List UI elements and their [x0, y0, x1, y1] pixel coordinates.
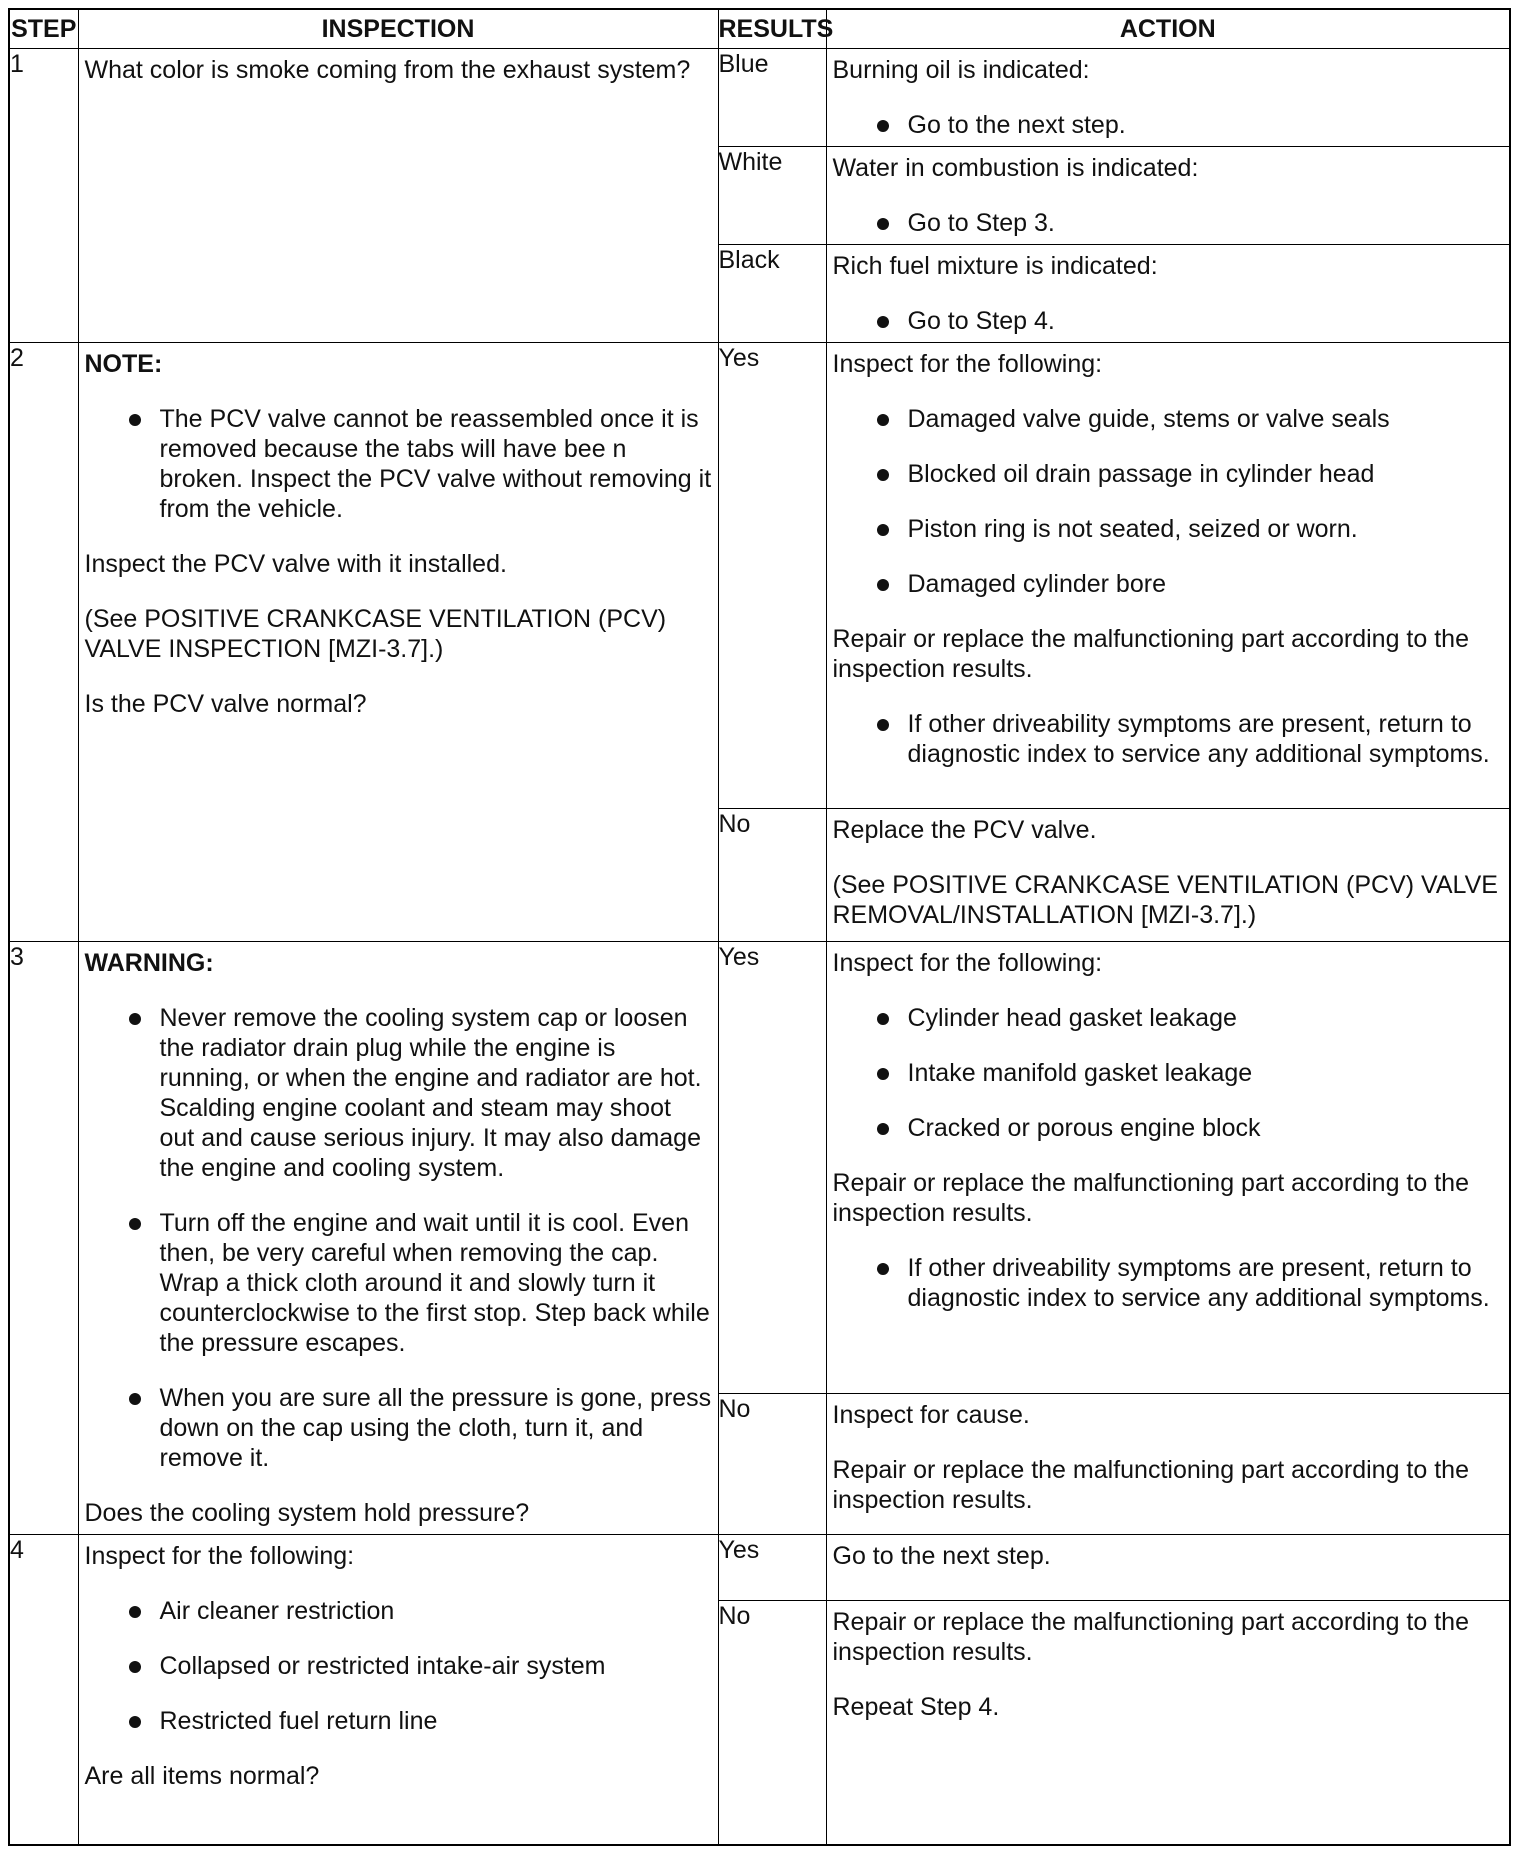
step-3-action-no	[826, 1393, 1510, 1534]
result-label: Blue	[718, 49, 826, 147]
step-3-row-yes	[9, 942, 1510, 1394]
bullet-icon	[129, 1013, 141, 1025]
action-reference: (See POSITIVE CRANKCASE VENTILATION (PCV) VALVE REMOVAL/INSTALLATION [MZI-3.7].)	[832, 871, 1498, 929]
bullet-icon	[877, 1263, 889, 1275]
action-bullet: Go to Step 3.	[833, 208, 1504, 238]
bullet-icon	[877, 316, 889, 328]
result-label: No	[718, 1393, 826, 1534]
inspection-bullet: Restricted fuel return line	[85, 1706, 712, 1736]
action-text: Inspect for the following:	[832, 949, 1103, 977]
action-text: Inspect for cause.	[832, 1400, 1030, 1429]
warning-heading: WARNING:	[84, 949, 214, 977]
step-4-action-no	[826, 1601, 1510, 1846]
step-2-action-no	[826, 809, 1510, 942]
step-1-action-black	[826, 245, 1510, 343]
result-label: Black	[718, 245, 826, 343]
inspection-question: Does the cooling system hold pressure?	[84, 1499, 530, 1527]
header-step: STEP	[9, 9, 78, 49]
bullet-icon	[877, 579, 889, 591]
action-bullet: Damaged valve guide, stems or valve seals	[833, 404, 1504, 434]
action-bullet: If other driveability symptoms are present, return to diagnostic index to service any additional symptoms.	[833, 709, 1504, 769]
step-1-action-white	[826, 147, 1510, 245]
action-text: Repeat Step 4.	[832, 1693, 1000, 1721]
inspection-question: What color is smoke coming from the exhaust system?	[84, 56, 691, 84]
action-bullet: Blocked oil drain passage in cylinder head	[833, 459, 1504, 489]
step-2-action-yes	[826, 343, 1510, 809]
action-bullet: Damaged cylinder bore	[833, 569, 1504, 599]
step-4-action-yes	[826, 1535, 1510, 1601]
header-inspection: INSPECTION	[78, 9, 718, 49]
diagnostic-table	[8, 8, 1511, 1846]
step-number: 2	[9, 343, 78, 942]
header-action: ACTION	[826, 9, 1510, 49]
action-bullet: Cracked or porous engine block	[833, 1113, 1504, 1143]
inspection-bullet: Air cleaner restriction	[85, 1596, 712, 1626]
inspection-bullet: When you are sure all the pressure is gone, press down on the cap using the cloth, turn it, and remove it.	[85, 1383, 712, 1473]
result-label: Yes	[718, 942, 826, 1394]
action-bullet: Go to Step 4.	[833, 306, 1504, 336]
bullet-icon	[877, 1068, 889, 1080]
action-text: Repair or replace the malfunctioning part according to the inspection results.	[832, 1455, 1469, 1514]
step-4-row-yes	[9, 1535, 1510, 1601]
action-text: Repair or replace the malfunctioning part according to the inspection results.	[832, 1169, 1469, 1227]
action-bullet: If other driveability symptoms are present, return to diagnostic index to service any additional symptoms.	[833, 1253, 1504, 1313]
bullet-icon	[877, 218, 889, 230]
action-text: Water in combustion is indicated:	[832, 154, 1199, 182]
bullet-icon	[877, 1123, 889, 1135]
bullet-icon	[877, 469, 889, 481]
inspection-text: Inspect the PCV valve with it installed.	[84, 550, 507, 578]
action-bullet: Cylinder head gasket leakage	[833, 1003, 1504, 1033]
action-bullet: Go to the next step.	[833, 110, 1504, 140]
inspection-question: Is the PCV valve normal?	[84, 690, 367, 718]
bullet-icon	[877, 1013, 889, 1025]
action-text: Replace the PCV valve.	[832, 816, 1097, 844]
inspection-reference: (See POSITIVE CRANKCASE VENTILATION (PCV) VALVE INSPECTION [MZI-3.7].)	[84, 605, 667, 663]
header-results: RESULTS	[718, 9, 826, 49]
bullet-icon	[129, 1661, 141, 1673]
bullet-icon	[877, 524, 889, 536]
inspection-bullet: Collapsed or restricted intake-air system	[85, 1651, 712, 1681]
result-label: No	[718, 1601, 826, 1846]
result-label: No	[718, 809, 826, 942]
bullet-icon	[129, 1218, 141, 1230]
action-bullet: Intake manifold gasket leakage	[833, 1058, 1504, 1088]
action-text: Inspect for the following:	[832, 350, 1103, 378]
step-4-inspection	[78, 1535, 718, 1846]
result-label: Yes	[718, 343, 826, 809]
step-1-action-blue	[826, 49, 1510, 147]
result-label: Yes	[718, 1535, 826, 1601]
result-label: White	[718, 147, 826, 245]
bullet-icon	[129, 1393, 141, 1405]
step-1-row-blue	[9, 49, 1510, 147]
inspection-text: Inspect for the following:	[84, 1542, 355, 1570]
action-text: Repair or replace the malfunctioning part according to the inspection results.	[832, 1608, 1469, 1666]
step-1-inspection	[78, 49, 718, 343]
bullet-icon	[129, 414, 141, 426]
step-3-action-yes	[826, 942, 1510, 1394]
action-text: Burning oil is indicated:	[832, 56, 1090, 84]
inspection-bullet: The PCV valve cannot be reassembled once it is removed because the tabs will have bee n broken. Inspect the PCV valve without removing it from the vehicle.	[85, 404, 712, 524]
step-number: 4	[9, 1535, 78, 1846]
bullet-icon	[877, 120, 889, 132]
step-number: 1	[9, 49, 78, 343]
action-text: Repair or replace the malfunctioning part according to the inspection results.	[832, 625, 1469, 683]
bullet-icon	[129, 1606, 141, 1618]
step-3-inspection	[78, 942, 718, 1535]
bullet-icon	[129, 1716, 141, 1728]
inspection-bullet: Never remove the cooling system cap or loosen the radiator drain plug while the engine is running, or when the engine and radiator are hot. Scalding engine coolant and steam may shoot out and cause serious injury. It may also damage the engine and cooling system.	[85, 1003, 712, 1183]
step-2-inspection	[78, 343, 718, 942]
note-heading: NOTE:	[84, 350, 163, 378]
header-row	[9, 9, 1510, 49]
bullet-icon	[877, 719, 889, 731]
inspection-question: Are all items normal?	[84, 1762, 320, 1790]
step-number: 3	[9, 942, 78, 1535]
action-bullet: Piston ring is not seated, seized or worn.	[833, 514, 1504, 544]
action-text: Rich fuel mixture is indicated:	[832, 252, 1158, 280]
bullet-icon	[877, 414, 889, 426]
inspection-bullet: Turn off the engine and wait until it is cool. Even then, be very careful when removing the cap. Wrap a thick cloth around it and slowly turn it counterclockwise to the first stop. Step back while the pressure escapes.	[85, 1208, 712, 1358]
step-2-row-yes	[9, 343, 1510, 809]
action-text: Go to the next step.	[832, 1542, 1051, 1570]
